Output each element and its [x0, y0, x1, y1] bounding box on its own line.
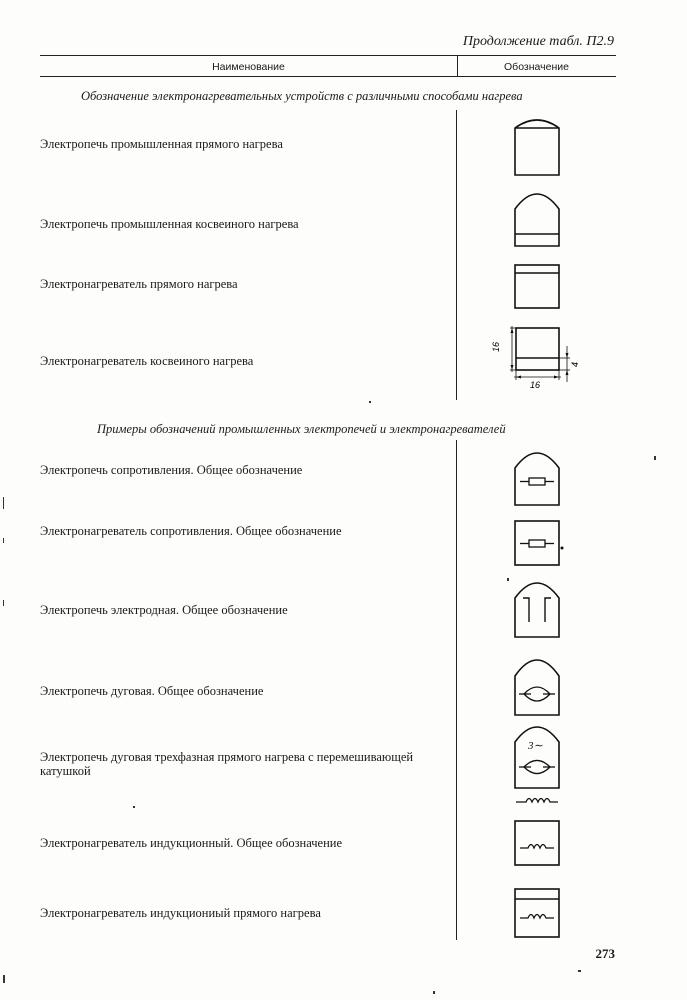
- induction-heater-direct-icon: [514, 888, 560, 938]
- three-phase-arc-furnace-icon: [514, 726, 560, 812]
- resistance-furnace-icon: [514, 452, 560, 506]
- page-number: 273: [595, 946, 615, 961]
- scan-speck: [369, 401, 371, 403]
- row-induction-heater: Электронагреватель индукционный. Общее обозначение: [40, 836, 343, 850]
- row-induction-heater-direct: Электронагреватель индукциониый прямого нагрева: [40, 906, 321, 920]
- row-heater-indirect: Электронагреватель косвеиного нагрева: [40, 354, 254, 368]
- induction-heater-icon: [514, 820, 560, 866]
- scan-speck: [133, 806, 135, 808]
- dimension-height-label: 16: [491, 341, 501, 352]
- column-divider-section-2: [456, 440, 457, 940]
- scan-speck: [433, 991, 435, 994]
- scan-speck: [3, 600, 4, 606]
- furnace-indirect-icon: [514, 193, 560, 247]
- row-resistance-furnace: Электропечь сопротивления. Общее обозначение: [40, 463, 303, 477]
- scan-speck: [654, 456, 656, 460]
- row-resistance-heater: Электронагреватель сопротивления. Общее обозначение: [40, 524, 342, 538]
- scan-speck: [578, 970, 581, 972]
- three-phase-label: 3∼: [528, 740, 543, 752]
- heater-direct-icon: [514, 264, 560, 309]
- row-arc-furnace: Электропечь дуговая. Общее обозначение: [40, 684, 264, 698]
- column-header-designation: Обозначение: [504, 61, 569, 73]
- scan-speck: [3, 538, 4, 543]
- section-heading-heating-methods: Обозначение электронагревательных устройств с различными способами нагрева: [81, 89, 523, 103]
- table-continuation-caption: Продолжение табл. П2.9: [462, 34, 614, 49]
- electrode-furnace-icon: [514, 582, 560, 638]
- furnace-direct-icon: [514, 118, 560, 176]
- scan-speck: [3, 497, 4, 509]
- dimension-width-label: 16: [530, 380, 541, 390]
- row-furnace-direct: Электропечь промышленная прямого нагрева: [40, 137, 283, 151]
- column-divider-section-1: [456, 110, 457, 400]
- section-heading-examples: Примеры обозначений промышленных электропечей и электронагревателей: [97, 422, 506, 436]
- row-furnace-indirect: Электропечь промышленная косвеиного нагрева: [40, 217, 299, 231]
- row-electrode-furnace: Электропечь электродная. Общее обозначение: [40, 603, 288, 617]
- heater-indirect-dimensioned-icon: [492, 322, 584, 390]
- scan-speck: [507, 578, 509, 581]
- column-header-name: Наименование: [212, 61, 285, 73]
- resistance-heater-icon: [514, 520, 564, 566]
- table-top-rule: [40, 55, 616, 56]
- table-header-rule: [40, 76, 616, 77]
- row-three-phase-arc-furnace: Электропечь дуговая трехфазная прямого нагрева с перемешивающей катушкой: [40, 750, 414, 778]
- scan-speck: [3, 975, 5, 983]
- dimension-band-label: 4: [570, 361, 580, 367]
- arc-furnace-icon: [514, 658, 560, 716]
- row-heater-direct: Электронагреватель прямого нагрева: [40, 277, 238, 291]
